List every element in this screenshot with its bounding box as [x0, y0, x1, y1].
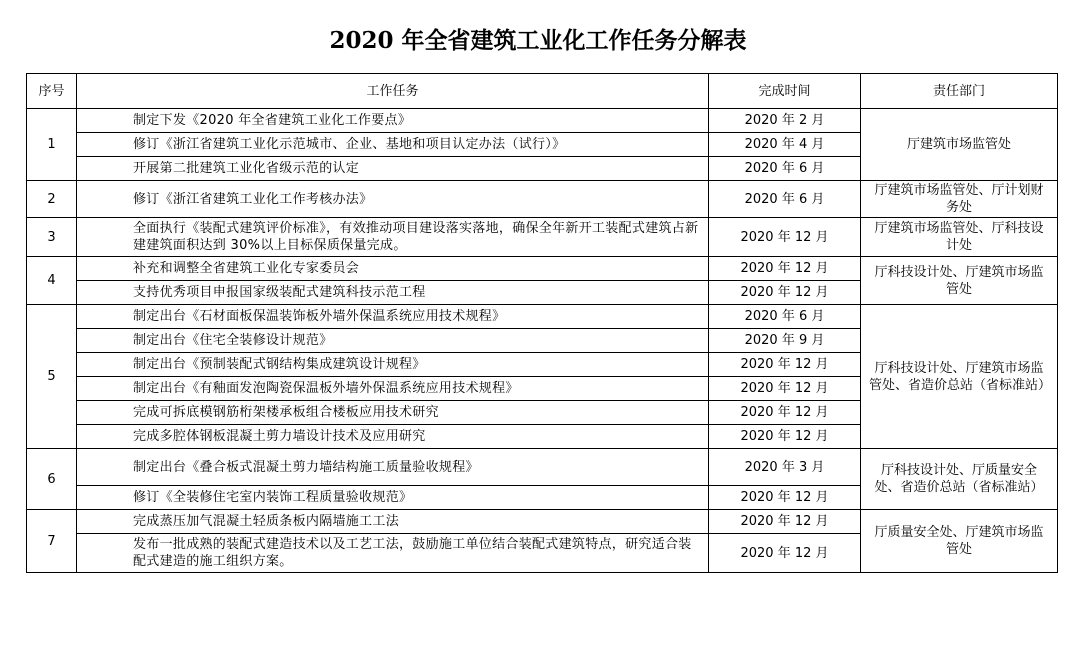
dept-text: 厅建筑市场监管处、厅科技设计处 [874, 221, 1044, 253]
header-task: 工作任务 [77, 74, 709, 109]
dept-text: 厅科技设计处、厅建筑市场监管处、省造价总站（省标准站） [869, 360, 1052, 393]
task-cell: 开展第二批建筑工业化省级示范的认定 [77, 157, 709, 181]
task-cell: 补充和调整全省建筑工业化专家委员会 [77, 257, 709, 281]
table-row [27, 181, 1058, 218]
time-cell: 2020 年 9 月 [709, 329, 861, 353]
dept-text: 厅科技设计处、厅建筑市场监管处 [874, 264, 1044, 297]
time-cell: 2020 年 12 月 [709, 353, 861, 377]
row-number: 2 [27, 181, 77, 218]
task-cell: 全面执行《装配式建筑评价标准》，有效推动项目建设落实落地，确保全年新开工装配式建筑占新建建筑面积达到 30%以上目标保质保量完成。 [77, 218, 709, 257]
time-cell: 2020 年 12 月 [709, 218, 861, 257]
time-cell: 2020 年 2 月 [709, 109, 861, 133]
time-cell: 2020 年 3 月 [709, 449, 861, 486]
dept-cell [861, 181, 1058, 218]
time-cell: 2020 年 12 月 [709, 425, 861, 449]
time-cell: 2020 年 12 月 [709, 534, 861, 573]
task-cell: 发布一批成熟的装配式建造技术以及工艺工法，鼓励施工单位结合装配式建筑特点，研究适合装配式建造的施工组织方案。 [77, 534, 709, 573]
task-cell: 完成可拆底模钢筋桁架楼承板组合楼板应用技术研究 [77, 401, 709, 425]
dept-cell [861, 305, 1058, 449]
task-cell: 制定出台《石材面板保温装饰板外墙外保温系统应用技术规程》 [77, 305, 709, 329]
row-number: 4 [27, 257, 77, 305]
document-title: 2020 年全省建筑工业化工作任务分解表 [329, 27, 747, 54]
time-cell: 2020 年 12 月 [709, 401, 861, 425]
task-cell: 支持优秀项目申报国家级装配式建筑科技示范工程 [77, 281, 709, 305]
task-cell: 制定出台《叠合板式混凝土剪力墙结构施工质量验收规程》 [77, 449, 709, 486]
dept-text: 厅建筑市场监管处、厅计划财务处 [874, 183, 1044, 215]
task-cell: 修订《全装修住宅室内装饰工程质量验收规范》 [77, 486, 709, 510]
dept-cell [861, 109, 1058, 181]
task-cell: 制定出台《预制装配式钢结构集成建筑设计规程》 [77, 353, 709, 377]
task-cell: 修订《浙江省建筑工业化示范城市、企业、基地和项目认定办法（试行）》 [77, 133, 709, 157]
task-table [26, 73, 1058, 573]
time-cell: 2020 年 12 月 [709, 510, 861, 534]
task-cell: 完成多腔体钢板混凝土剪力墙设计技术及应用研究 [77, 425, 709, 449]
dept-cell [861, 257, 1058, 305]
table-row [27, 510, 1058, 534]
row-number: 5 [27, 305, 77, 449]
table-row [27, 305, 1058, 329]
header-time: 完成时间 [709, 74, 861, 109]
task-cell: 制定下发《2020 年全省建筑工业化工作要点》 [77, 109, 709, 133]
header-row [27, 74, 1058, 109]
time-cell: 2020 年 6 月 [709, 305, 861, 329]
dept-text: 厅质量安全处、厅建筑市场监管处 [874, 525, 1044, 557]
row-number: 3 [27, 218, 77, 257]
task-cell: 完成蒸压加气混凝土轻质条板内隔墙施工工法 [77, 510, 709, 534]
time-cell: 2020 年 12 月 [709, 377, 861, 401]
time-cell: 2020 年 12 月 [709, 281, 861, 305]
row-number: 1 [27, 109, 77, 181]
dept-cell [861, 510, 1058, 573]
header-dept: 责任部门 [861, 74, 1058, 109]
task-cell: 修订《浙江省建筑工业化工作考核办法》 [77, 181, 709, 218]
table-row [27, 449, 1058, 486]
time-cell: 2020 年 4 月 [709, 133, 861, 157]
table-row [27, 109, 1058, 133]
time-cell: 2020 年 6 月 [709, 157, 861, 181]
task-cell: 制定出台《有釉面发泡陶瓷保温板外墙外保温系统应用技术规程》 [77, 377, 709, 401]
table-row [27, 218, 1058, 257]
row-number: 7 [27, 510, 77, 573]
time-cell: 2020 年 12 月 [709, 257, 861, 281]
time-cell: 2020 年 6 月 [709, 181, 861, 218]
header-no: 序号 [27, 74, 77, 109]
task-cell: 制定出台《住宅全装修设计规范》 [77, 329, 709, 353]
time-cell: 2020 年 12 月 [709, 486, 861, 510]
dept-text: 厅建筑市场监管处 [906, 137, 1011, 152]
table-row [27, 257, 1058, 281]
dept-cell [861, 218, 1058, 257]
dept-text: 厅科技设计处、厅质量安全处、省造价总站（省标准站） [874, 463, 1044, 495]
dept-cell [861, 449, 1058, 510]
row-number: 6 [27, 449, 77, 510]
